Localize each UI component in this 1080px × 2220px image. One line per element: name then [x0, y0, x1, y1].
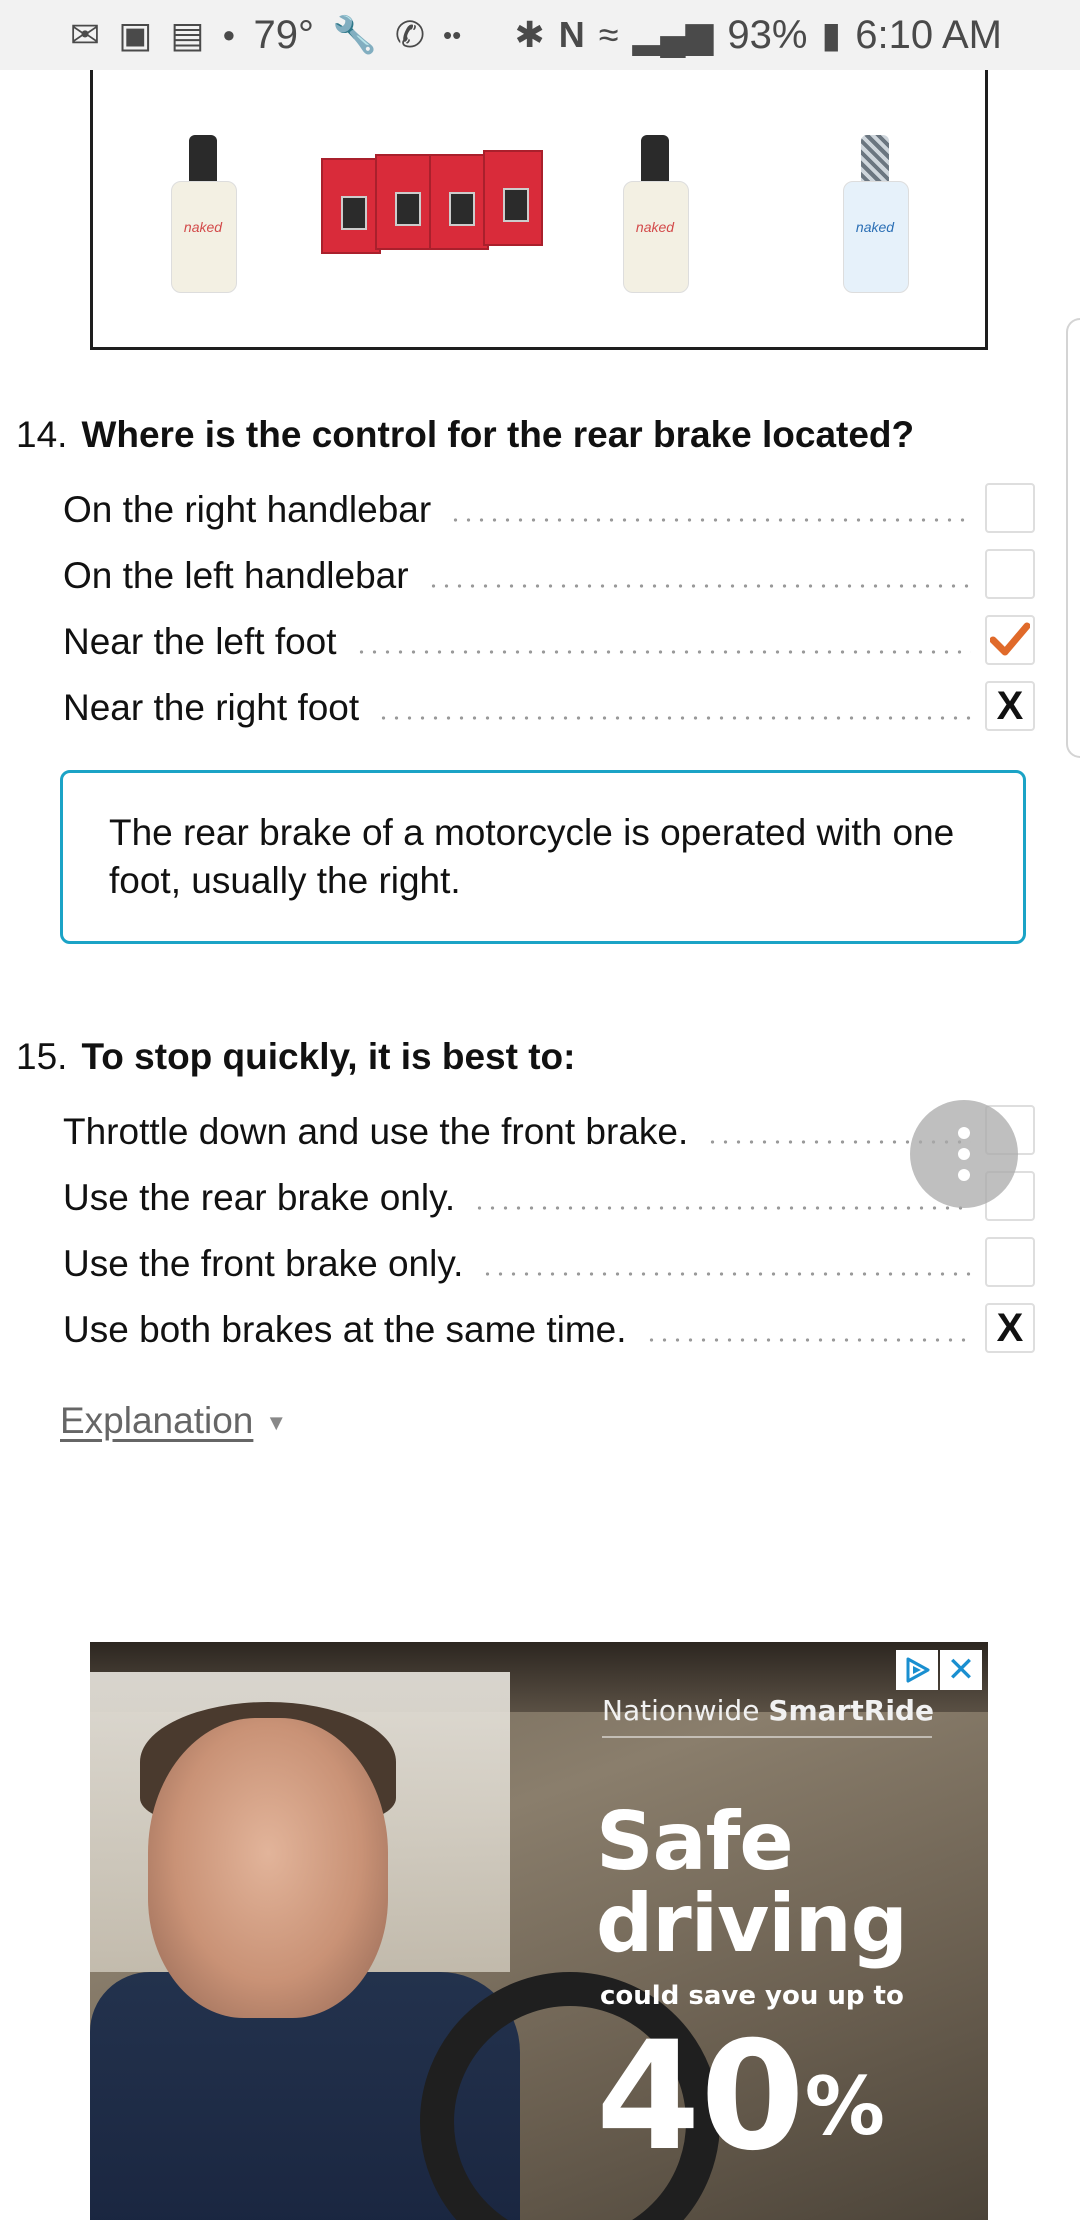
bottle-cap — [641, 135, 669, 183]
bottle-body — [843, 181, 909, 293]
answer-checkbox[interactable] — [985, 483, 1035, 533]
answer-text: On the left handlebar — [63, 555, 409, 596]
wifi-icon: ≈ — [598, 14, 619, 55]
ad-headline-2: driving — [596, 1877, 907, 1970]
answer-text: Use the front brake only. — [63, 1243, 464, 1284]
dot-leader — [645, 1333, 972, 1347]
question-number: 15. — [16, 1036, 68, 1077]
answer-text: Near the right foot — [63, 687, 360, 728]
coil-box — [483, 150, 543, 246]
dot-leader — [481, 1267, 971, 1281]
wrench-icon: 🔧 — [332, 14, 377, 55]
answer-option[interactable] — [63, 1303, 1035, 1353]
temperature: 79° — [253, 13, 314, 57]
bottle-label: naked — [855, 219, 895, 235]
clock: 6:10 AM — [855, 13, 1002, 57]
answer-text: Use the rear brake only. — [63, 1177, 456, 1218]
answer-checkbox[interactable] — [985, 1237, 1035, 1287]
dot-icon: ● — [222, 22, 236, 47]
question-number: 14. — [16, 414, 68, 455]
question-15-title — [16, 1034, 575, 1080]
nfc-icon: N — [558, 14, 585, 55]
ad-close-icon[interactable]: ✕ — [940, 1650, 982, 1690]
ad-divider — [602, 1736, 932, 1738]
explanation-box: The rear brake of a motorcycle is operated with one foot, usually the right. — [60, 770, 1026, 944]
bottle-1 — [171, 135, 235, 285]
answer-option[interactable] — [63, 1171, 1035, 1221]
status-bar-left — [70, 12, 461, 58]
question-text: To stop quickly, it is best to: — [81, 1036, 576, 1077]
explanation-toggle[interactable] — [60, 1398, 287, 1446]
caret-down-icon: ▼ — [265, 1410, 288, 1436]
correct-answer-mark[interactable]: X — [985, 1303, 1035, 1353]
mail-icon: ✉ — [70, 14, 101, 55]
ad-percent — [596, 2010, 885, 2184]
answer-text: Throttle down and use the front brake. — [63, 1111, 689, 1152]
signal-icon: ▂▄▆ — [632, 14, 714, 55]
ad-subline: could save you up to — [600, 1981, 904, 2011]
dot-leader — [449, 513, 971, 527]
product-image — [90, 70, 988, 350]
answer-option[interactable] — [63, 549, 1035, 599]
adchoices-icon[interactable] — [896, 1650, 938, 1690]
side-scroll-handle[interactable] — [1066, 318, 1080, 758]
gmail-icon: ▤ — [170, 14, 205, 55]
advertisement-banner[interactable] — [90, 1642, 988, 2220]
correct-answer-mark[interactable]: X — [985, 681, 1035, 731]
dot-leader — [473, 1201, 971, 1215]
ad-brand — [602, 1694, 934, 1728]
bottle-2 — [623, 135, 687, 285]
ad-brand-name: SmartRide — [768, 1694, 934, 1727]
bottle-cap — [189, 135, 217, 183]
dot — [958, 1127, 970, 1139]
coils-pack — [321, 150, 543, 260]
answer-option[interactable] — [63, 1105, 1035, 1155]
ad-percent-sign: % — [804, 2060, 885, 2153]
more-dots-icon: •• — [443, 20, 462, 50]
bottle-label: naked — [635, 219, 675, 235]
answer-checkbox-checked[interactable] — [985, 615, 1035, 665]
status-bar-right — [515, 12, 1002, 58]
bottle-3 — [843, 135, 907, 285]
bluetooth-icon: ✱ — [514, 14, 545, 55]
answer-text: On the right handlebar — [63, 489, 432, 530]
answer-text: Near the left foot — [63, 621, 337, 662]
wifi-call-icon: ✆ — [394, 14, 425, 55]
bottle-label: naked — [183, 219, 223, 235]
answer-checkbox[interactable] — [985, 549, 1035, 599]
answer-option[interactable] — [63, 615, 1035, 665]
coil-box — [429, 154, 489, 250]
play-triangle-icon — [902, 1655, 932, 1685]
dot-leader — [377, 711, 971, 725]
dot — [958, 1169, 970, 1181]
bottle-body — [623, 181, 689, 293]
answer-option[interactable] — [63, 681, 1035, 731]
bottle-cap — [861, 135, 889, 183]
question-14-title — [16, 412, 914, 458]
explanation-link-text: Explanation — [60, 1400, 254, 1441]
dot — [958, 1148, 970, 1160]
status-bar — [0, 0, 1080, 70]
battery-level: 93% — [727, 13, 808, 57]
more-options-button[interactable] — [910, 1100, 1018, 1208]
dot-leader — [355, 645, 971, 659]
checkmark-icon — [990, 622, 1030, 658]
ad-percent-value: 40 — [596, 2010, 805, 2184]
battery-icon: ▮ — [821, 14, 842, 55]
answer-option[interactable] — [63, 1237, 1035, 1287]
coil-box — [321, 158, 381, 254]
answer-option[interactable] — [63, 483, 1035, 533]
ad-person-face — [148, 1718, 388, 2018]
bottle-body — [171, 181, 237, 293]
screen-lock-icon: ▣ — [118, 14, 153, 55]
question-text: Where is the control for the rear brake located? — [81, 414, 915, 455]
coil-box — [375, 154, 435, 250]
ad-brand-prefix: Nationwide — [602, 1694, 760, 1727]
ad-headline-1: Safe — [596, 1795, 793, 1888]
dot-leader — [427, 579, 971, 593]
answer-text: Use both brakes at the same time. — [63, 1309, 627, 1350]
